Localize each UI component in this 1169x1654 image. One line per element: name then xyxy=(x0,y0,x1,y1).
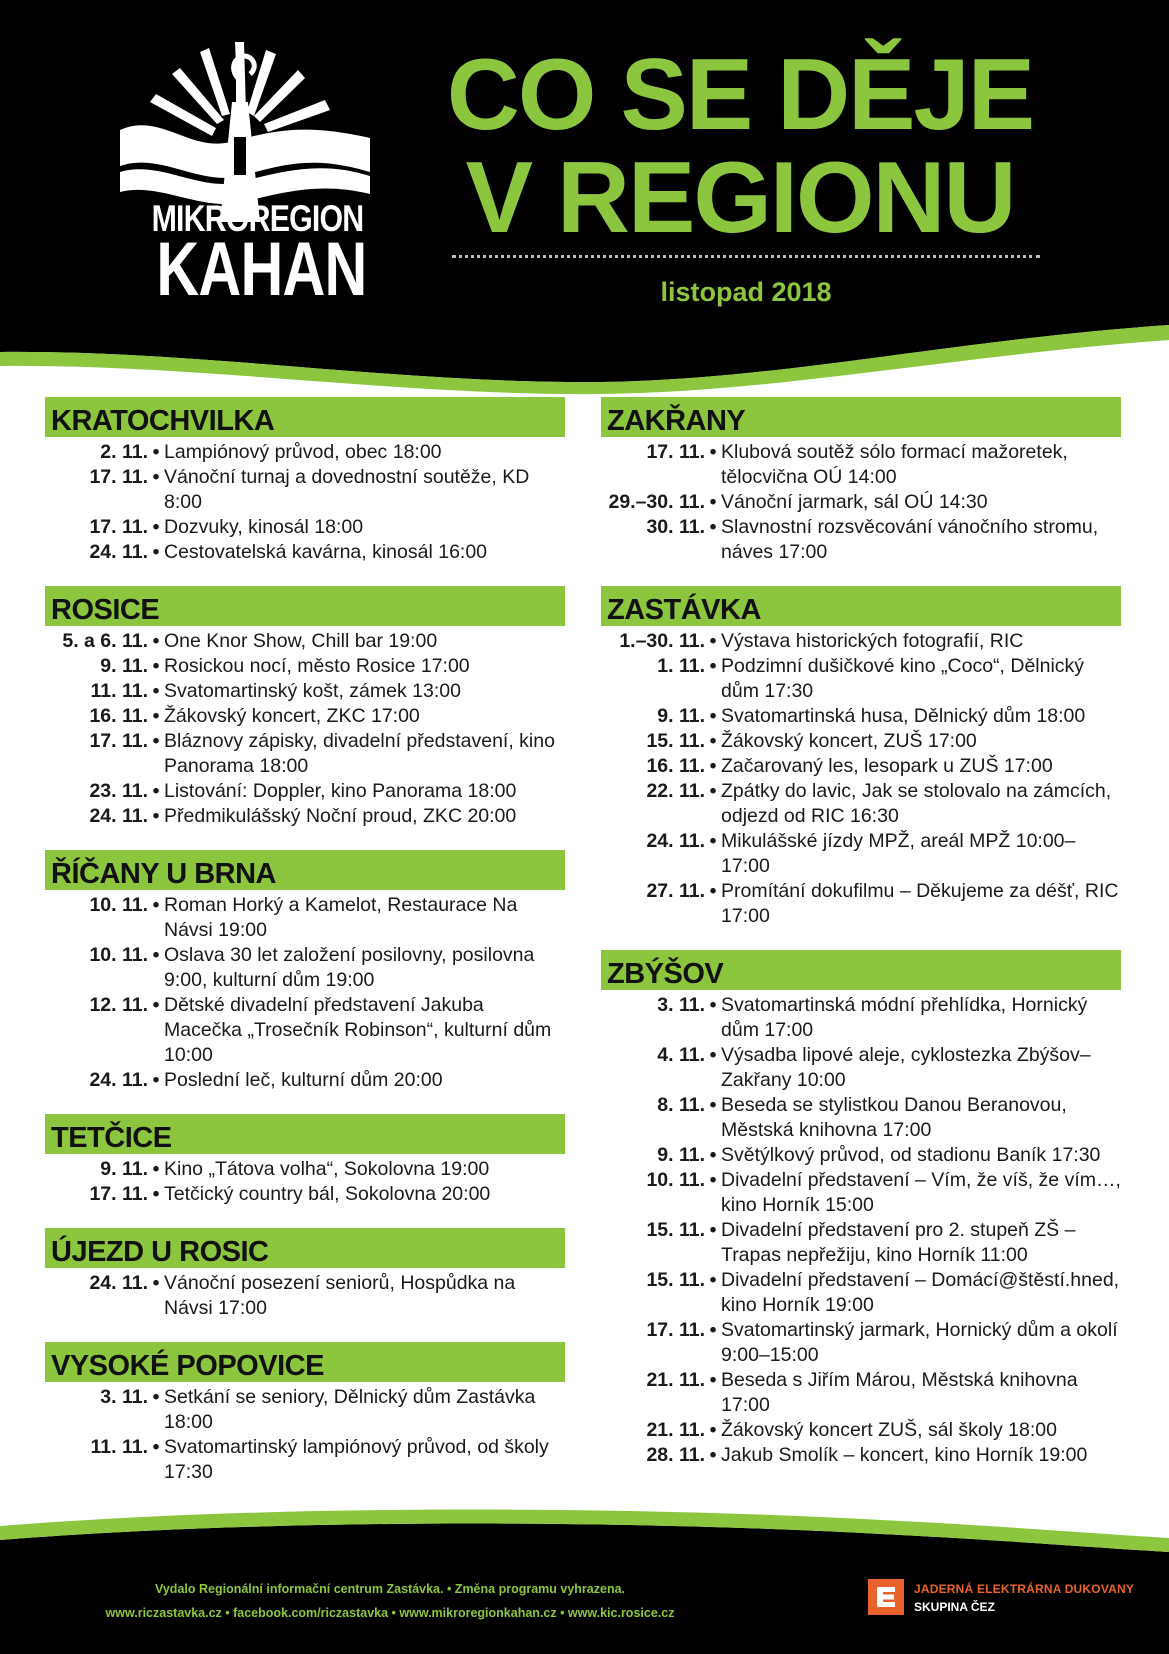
event-description: Beseda s Jiřím Márou, Městská knihovna 17:00 xyxy=(721,1369,1078,1416)
town-section xyxy=(45,397,565,565)
event-row xyxy=(45,1435,565,1485)
event-date: 15. 11. xyxy=(646,1269,705,1291)
event-row xyxy=(601,729,1121,754)
event-description: Roman Horký a Kamelot, Restaurace Na Návsi 19:00 xyxy=(164,894,518,941)
sponsor-name: JADERNÁ ELEKTRÁRNA DUKOVANY xyxy=(914,1582,1135,1596)
town-heading: VYSOKÉ POPOVICE xyxy=(45,1342,565,1382)
event-row xyxy=(45,654,565,679)
event-date: 9. 11. xyxy=(657,705,705,727)
event-description: Kino „Tátova volha“, Sokolovna 19:00 xyxy=(164,1158,490,1180)
bullet-icon: • xyxy=(152,680,160,702)
event-description: Divadelní představení – Domácí@štěstí.hned, kino Horník 19:00 xyxy=(721,1269,1120,1316)
event-row xyxy=(45,1385,565,1435)
event-date: 23. 11. xyxy=(89,780,148,802)
event-description: Rosickou nocí, město Rosice 17:00 xyxy=(164,655,470,677)
event-row xyxy=(45,704,565,729)
event-description: Vánoční posezení seniorů, Hospůdka na Návsi 17:00 xyxy=(164,1272,516,1319)
event-description: Mikulášské jízdy MPŽ, areál MPŽ 10:00–17:00 xyxy=(721,830,1076,877)
bullet-icon: • xyxy=(152,805,160,827)
event-row xyxy=(601,1318,1121,1368)
bullet-icon: • xyxy=(709,1144,717,1166)
cez-logo-icon xyxy=(868,1579,904,1615)
bullet-icon: • xyxy=(152,944,160,966)
event-description: Cestovatelská kavárna, kinosál 16:00 xyxy=(164,541,488,563)
bullet-icon: • xyxy=(709,1419,717,1441)
event-description: Svatomartinská módní přehlídka, Hornický dům 17:00 xyxy=(721,994,1088,1041)
month-subtitle: listopad 2018 xyxy=(660,277,832,307)
event-row xyxy=(45,515,565,540)
bullet-icon: • xyxy=(152,994,160,1016)
town-heading: TETČICE xyxy=(45,1114,565,1154)
event-date: 17. 11. xyxy=(646,441,705,463)
bullet-icon: • xyxy=(152,1158,160,1180)
logo-text-mikroregion: MIKROREGION xyxy=(151,198,364,239)
event-date: 9. 11. xyxy=(657,1144,705,1166)
event-description: Zpátky do lavic, Jak se stolovalo na zámcích, odjezd od RIC 16:30 xyxy=(721,780,1112,827)
event-date: 24. 11. xyxy=(89,541,148,563)
event-description: Listování: Doppler, kino Panorama 18:00 xyxy=(164,780,517,802)
event-description: Divadelní představení pro 2. stupeň ZŠ – Trapas nepřežiju, kino Horník 11:00 xyxy=(721,1219,1076,1266)
bullet-icon: • xyxy=(709,730,717,752)
event-date: 5. a 6. 11. xyxy=(62,630,148,652)
event-date: 16. 11. xyxy=(89,705,148,727)
event-description: Předmikulášský Noční proud, ZKC 20:00 xyxy=(164,805,517,827)
event-description: Svatomartinský jarmark, Hornický dům a okolí 9:00–15:00 xyxy=(721,1319,1118,1366)
bullet-icon: • xyxy=(152,630,160,652)
event-description: Dozvuky, kinosál 18:00 xyxy=(164,516,364,538)
footer-publisher-text: Vydalo Regionální informační centrum Zastávka. • Změna programu vyhrazena. xyxy=(154,1582,625,1596)
bullet-icon: • xyxy=(709,1169,717,1191)
event-row xyxy=(45,729,565,779)
bullet-icon: • xyxy=(152,1386,160,1408)
bullet-icon: • xyxy=(709,1369,717,1391)
event-date: 27. 11. xyxy=(646,880,705,902)
town-heading: ZBÝŠOV xyxy=(601,950,1121,990)
event-row xyxy=(601,515,1121,565)
event-description: Začarovaný les, lesopark u ZUŠ 17:00 xyxy=(721,755,1053,777)
bullet-icon: • xyxy=(709,1444,717,1466)
event-date: 24. 11. xyxy=(89,1272,148,1294)
event-date: 16. 11. xyxy=(646,755,705,777)
logo-text-kahan: KAHAN xyxy=(156,227,367,312)
bullet-icon: • xyxy=(152,441,160,463)
event-description: Dětské divadelní představení Jakuba Macečka „Trosečník Robinson“, kulturní dům 10:00 xyxy=(164,994,552,1066)
event-description: Setkání se seniory, Dělnický dům Zastávka 18:00 xyxy=(164,1386,536,1433)
event-row xyxy=(45,1068,565,1093)
bullet-icon: • xyxy=(152,655,160,677)
event-description: Svatomartinský lampiónový průvod, od školy 17:30 xyxy=(164,1436,549,1483)
event-row xyxy=(601,879,1121,929)
event-date: 9. 11. xyxy=(100,655,148,677)
event-row xyxy=(601,1368,1121,1418)
town-section xyxy=(601,586,1121,929)
bullet-icon: • xyxy=(152,894,160,916)
event-description: Žákovský koncert, ZKC 17:00 xyxy=(164,705,420,727)
event-description: Podzimní dušičkové kino „Coco“, Dělnický dům 17:30 xyxy=(721,655,1085,702)
event-row xyxy=(601,704,1121,729)
event-description: Vánoční jarmark, sál OÚ 14:30 xyxy=(721,491,988,513)
event-description: Žákovský koncert, ZUŠ 17:00 xyxy=(721,730,977,752)
event-date: 1.–30. 11. xyxy=(619,630,705,652)
bullet-icon: • xyxy=(152,705,160,727)
bullet-icon: • xyxy=(709,655,717,677)
bullet-icon: • xyxy=(152,780,160,802)
town-heading: ZAKŘANY xyxy=(601,397,1121,437)
event-description: Divadelní představení – Vím, že víš, že vím…, kino Horník 15:00 xyxy=(721,1169,1121,1216)
event-row xyxy=(601,1093,1121,1143)
event-row xyxy=(601,829,1121,879)
event-date: 15. 11. xyxy=(646,1219,705,1241)
event-date: 9. 11. xyxy=(100,1158,148,1180)
event-row xyxy=(601,1268,1121,1318)
sponsor-group: SKUPINA ČEZ xyxy=(914,1600,995,1614)
event-row xyxy=(601,654,1121,704)
bullet-icon: • xyxy=(709,880,717,902)
bullet-icon: • xyxy=(709,1269,717,1291)
bullet-icon: • xyxy=(709,630,717,652)
town-heading: ROSICE xyxy=(45,586,565,626)
event-row xyxy=(601,1143,1121,1168)
event-date: 24. 11. xyxy=(89,1069,148,1091)
town-heading: ŘÍČANY U BRNA xyxy=(45,850,565,890)
town-section xyxy=(601,950,1121,1468)
event-row xyxy=(45,893,565,943)
town-section xyxy=(45,1114,565,1207)
town-heading: ZASTÁVKA xyxy=(601,586,1121,626)
event-date: 17. 11. xyxy=(89,730,148,752)
event-row xyxy=(45,629,565,654)
event-date: 24. 11. xyxy=(646,830,705,852)
event-row xyxy=(601,779,1121,829)
footer-background xyxy=(0,1500,1169,1654)
event-row xyxy=(45,1271,565,1321)
event-row xyxy=(45,679,565,704)
event-row xyxy=(45,1157,565,1182)
event-description: One Knor Show, Chill bar 19:00 xyxy=(164,630,438,652)
event-date: 10. 11. xyxy=(646,1169,705,1191)
event-description: Výsadba lipové aleje, cyklostezka Zbýšov–Zakřany 10:00 xyxy=(721,1044,1091,1091)
event-description: Vánoční turnaj a dovednostní soutěže, KD 8:00 xyxy=(164,466,530,513)
event-date: 1. 11. xyxy=(657,655,705,677)
bullet-icon: • xyxy=(709,780,717,802)
bullet-icon: • xyxy=(152,1272,160,1294)
event-date: 21. 11. xyxy=(646,1419,705,1441)
event-date: 17. 11. xyxy=(646,1319,705,1341)
town-section xyxy=(45,586,565,829)
event-row xyxy=(45,440,565,465)
left-column xyxy=(45,397,565,1506)
bullet-icon: • xyxy=(152,730,160,752)
bullet-icon: • xyxy=(709,1219,717,1241)
bullet-icon: • xyxy=(709,441,717,463)
event-date: 11. 11. xyxy=(90,680,148,702)
footer-links-text: www.riczastavka.cz • facebook.com/riczastavka • www.mikroregionkahan.cz • www.kic.rosice.cz xyxy=(105,1606,675,1620)
event-date: 4. 11. xyxy=(657,1044,705,1066)
event-row xyxy=(601,490,1121,515)
event-row xyxy=(601,993,1121,1043)
bullet-icon: • xyxy=(709,830,717,852)
event-date: 22. 11. xyxy=(646,780,705,802)
event-description: Klubová soutěž sólo formací mažoretek, tělocvična OÚ 14:00 xyxy=(721,441,1068,488)
event-row xyxy=(601,1043,1121,1093)
bullet-icon: • xyxy=(709,1094,717,1116)
event-row xyxy=(601,1168,1121,1218)
bullet-icon: • xyxy=(709,755,717,777)
event-description: Poslední leč, kulturní dům 20:00 xyxy=(164,1069,443,1091)
event-row xyxy=(601,1218,1121,1268)
event-row xyxy=(45,943,565,993)
event-row xyxy=(45,465,565,515)
town-section xyxy=(45,1228,565,1321)
event-date: 24. 11. xyxy=(89,805,148,827)
event-row xyxy=(601,1418,1121,1443)
dotted-divider xyxy=(452,255,1040,258)
event-description: Tetčický country bál, Sokolovna 20:00 xyxy=(164,1183,491,1205)
event-row xyxy=(601,754,1121,779)
event-date: 10. 11. xyxy=(89,944,148,966)
event-date: 21. 11. xyxy=(646,1369,705,1391)
event-description: Promítání dokufilmu – Děkujeme za déšť, RIC 17:00 xyxy=(721,880,1119,927)
event-row xyxy=(601,1443,1121,1468)
event-row xyxy=(45,993,565,1068)
event-description: Žákovský koncert ZUŠ, sál školy 18:00 xyxy=(721,1419,1057,1441)
event-row xyxy=(45,1182,565,1207)
bullet-icon: • xyxy=(152,1183,160,1205)
town-heading: ÚJEZD U ROSIC xyxy=(45,1228,565,1268)
bullet-icon: • xyxy=(709,516,717,538)
bullet-icon: • xyxy=(152,1436,160,1458)
event-description: Beseda se stylistkou Danou Beranovou, Městská knihovna 17:00 xyxy=(721,1094,1067,1141)
event-description: Lampiónový průvod, obec 18:00 xyxy=(164,441,442,463)
town-section xyxy=(45,850,565,1093)
event-date: 15. 11. xyxy=(646,730,705,752)
event-date: 30. 11. xyxy=(646,516,705,538)
page-title-line1: CO SE DĚJE xyxy=(446,39,1034,151)
town-section xyxy=(45,1342,565,1485)
event-date: 11. 11. xyxy=(90,1436,148,1458)
event-description: Jakub Smolík – koncert, kino Horník 19:00 xyxy=(721,1444,1088,1466)
bullet-icon: • xyxy=(709,1319,717,1341)
event-description: Bláznovy zápisky, divadelní představení, kino Panorama 18:00 xyxy=(164,730,555,777)
event-description: Svatomartinský košt, zámek 13:00 xyxy=(164,680,461,702)
event-date: 17. 11. xyxy=(89,1183,148,1205)
event-description: Svatomartinská husa, Dělnický dům 18:00 xyxy=(721,705,1086,727)
event-date: 2. 11. xyxy=(100,441,148,463)
bullet-icon: • xyxy=(709,1044,717,1066)
event-description: Výstava historických fotografií, RIC xyxy=(721,630,1024,652)
bullet-icon: • xyxy=(709,491,717,513)
bullet-icon: • xyxy=(152,1069,160,1091)
event-row xyxy=(45,804,565,829)
event-row xyxy=(601,440,1121,490)
event-row xyxy=(601,629,1121,654)
event-date: 3. 11. xyxy=(100,1386,148,1408)
event-description: Oslava 30 let založení posilovny, posilovna 9:00, kulturní dům 19:00 xyxy=(164,944,535,991)
event-date: 17. 11. xyxy=(89,466,148,488)
event-date: 8. 11. xyxy=(657,1094,705,1116)
event-row xyxy=(45,779,565,804)
event-date: 28. 11. xyxy=(646,1444,705,1466)
event-description: Slavnostní rozsvěcování vánočního stromu, náves 17:00 xyxy=(721,516,1099,563)
event-date: 17. 11. xyxy=(89,516,148,538)
right-column xyxy=(601,397,1121,1489)
event-date: 12. 11. xyxy=(89,994,148,1016)
event-date: 29.–30. 11. xyxy=(608,491,705,513)
event-description: Světýlkový průvod, od stadionu Baník 17:30 xyxy=(721,1144,1101,1166)
bullet-icon: • xyxy=(709,705,717,727)
town-section xyxy=(601,397,1121,565)
bullet-icon: • xyxy=(152,541,160,563)
event-row xyxy=(45,540,565,565)
event-date: 10. 11. xyxy=(89,894,148,916)
bullet-icon: • xyxy=(709,994,717,1016)
bullet-icon: • xyxy=(152,516,160,538)
page-title-line2: V REGIONU xyxy=(465,142,1015,254)
bullet-icon: • xyxy=(152,466,160,488)
town-heading: KRATOCHVILKA xyxy=(45,397,565,437)
event-date: 3. 11. xyxy=(657,994,705,1016)
